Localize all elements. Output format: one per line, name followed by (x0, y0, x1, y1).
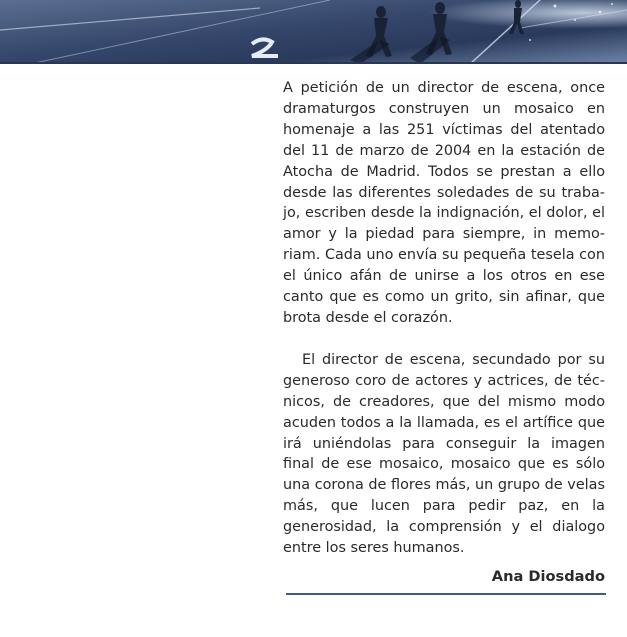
paragraph-2: El director de escena, secundado por su generoso coro de actores y actrices, de técnicos, de creadores, que del mismo modo acuden todos a la llamada, es el artífice que irá uniéndolas para conseguir la imagen final de ese mosaico, mosaico que es sólo una corona de flores más, un grupo de velas más, que lucen para pedir paz, en la generosidad, la comprensión y el dialogo entre los seres humanos. (283, 351, 605, 557)
prologue-text (283, 78, 605, 559)
author-signature: Ana Diosdado (491, 568, 605, 585)
paragraph-1: A petición de un director de escena, once dramaturgos construyen un mosaico en homenaje a las 251 víctimas del atentado del 11 de marzo de 2004 en la estación de Atocha de Madrid. Todos se prestan a ello desde las diferentes soledades de su trabajo, escriben desde la indignación, el dolor, el amor y la piedad para siempre, in memoriam. Cada uno envía su pequeña tesela con el único afán de unirse a los otros en ese canto que es como un grito, sin afinar, que brota desde el corazón. (283, 80, 605, 326)
header-photo-banner (0, 0, 627, 64)
crowd-photo-image (0, 0, 627, 64)
bottom-rule-divider (286, 593, 606, 595)
